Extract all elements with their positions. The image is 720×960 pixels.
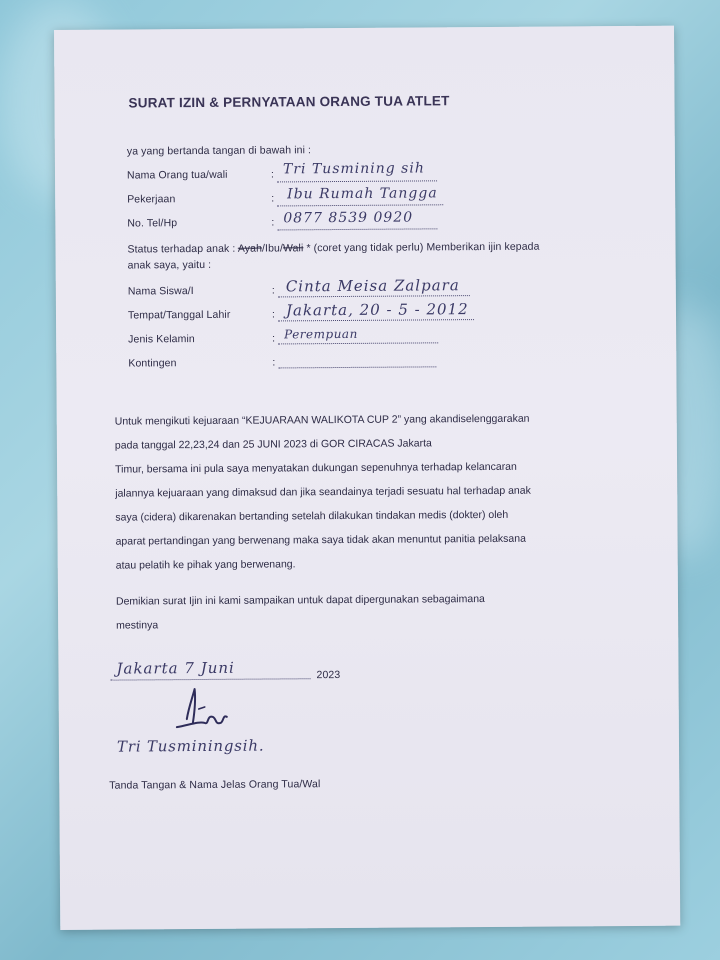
contingent-label: Kontingen (128, 357, 177, 370)
fill-line (278, 342, 438, 344)
phone-value: 0877 8539 0920 (283, 209, 414, 227)
status-line (127, 241, 539, 256)
closing-paragraph (116, 586, 616, 637)
parent-name-label: Nama Orang tua/wali (126, 168, 228, 182)
status-wali-struck: Wali (282, 242, 304, 255)
fill-line (277, 228, 437, 230)
body-line: aparat pertandingan yang berwenang maka saya tidak akan menuntut panitia pelaksana (115, 532, 526, 548)
body-line: jalannya kejuaraan yang dimaksud dan jika seandainya terjadi sesuatu hal terhadap anak (115, 484, 531, 500)
colon: : (272, 332, 276, 345)
status-ibu: Ibu (264, 242, 280, 255)
birth-value: Jakarta, 20 - 5 - 2012 (285, 300, 469, 320)
status-separator: / (261, 242, 266, 255)
closing-line: Demikian surat Ijin ini kami sampaikan untuk dapat dipergunakan sebagaimana (115, 593, 485, 608)
fill-line (278, 295, 470, 297)
colon: : (271, 284, 275, 297)
fill-line (277, 180, 437, 182)
parent-name-value: Tri Tusmining sih (282, 160, 425, 178)
closing-line: mestinya (116, 619, 159, 632)
gender-value: Perempuan (284, 326, 358, 342)
fill-line (277, 204, 443, 206)
status-line-2: anak saya, yaitu : (127, 258, 212, 272)
student-name-value: Cinta Meisa Zalpara (285, 276, 460, 296)
phone-label: No. Tel/Hp (127, 217, 178, 230)
status-rest: * (coret yang tidak perlu) Memberikan ijin kepada (306, 240, 540, 255)
fill-line (278, 366, 436, 368)
document-page (54, 26, 680, 930)
birth-label: Tempat/Tanggal Lahir (127, 308, 231, 322)
colon: : (271, 216, 275, 229)
gender-label: Jenis Kelamin (128, 333, 195, 346)
document-title: SURAT IZIN & PERNYATAAN ORANG TUA ATLET (128, 93, 450, 111)
fill-line (278, 319, 474, 321)
body-line: Untuk mengikuti kejuaraan “KEJUARAAN WALIKOTA CUP 2” yang akandiselenggarakan (114, 412, 530, 428)
status-prefix: Status terhadap anak : (127, 242, 236, 256)
date-year: 2023 (316, 669, 341, 682)
colon: : (271, 308, 276, 321)
date-place-value: Jakarta 7 Juni (116, 658, 235, 678)
occupation-value: Ibu Rumah Tangga (287, 185, 438, 203)
status-ayah-struck: Ayah (237, 242, 263, 255)
occupation-label: Pekerjaan (127, 193, 176, 206)
body-line: pada tanggal 22,23,24 dan 25 JUNI 2023 di GOR CIRACAS Jakarta (114, 437, 432, 452)
student-name-label: Nama Siswa/I (127, 285, 194, 298)
body-line: saya (cidera) dikarenakan bertanding setelah dilakukan tindakan medis (dokter) oleh (115, 508, 509, 524)
colon: : (271, 192, 275, 205)
signature-name: Tri Tusminingsih. (116, 736, 265, 756)
colon: : (272, 356, 276, 369)
status-separator: / (279, 242, 284, 255)
body-line: Timur, bersama ini pula saya menyatakan dukungan sepenuhnya terhadap kelancaran (115, 460, 517, 476)
body-line: atau pelatih ke pihak yang berwenang. (115, 558, 296, 572)
intro-text: ya yang bertanda tangan di bawah ini : (126, 144, 312, 158)
body-paragraph (115, 406, 616, 577)
colon: : (270, 168, 275, 181)
footer-caption: Tanda Tangan & Nama Jelas Orang Tua/Wal (109, 778, 321, 792)
signature-mark (169, 679, 239, 739)
